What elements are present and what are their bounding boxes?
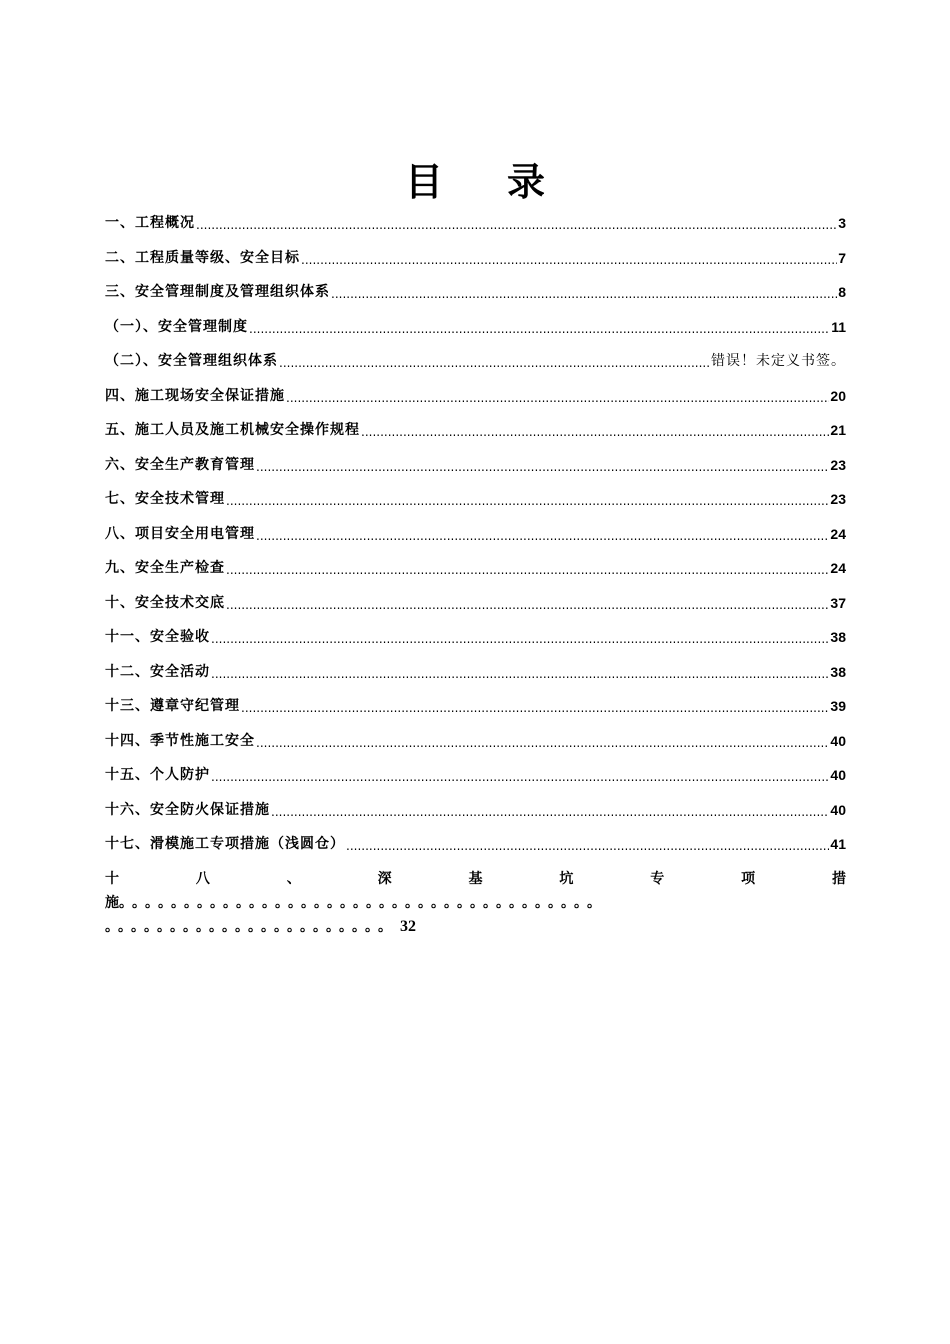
toc-entry-page-number: 23 [830, 456, 846, 473]
toc-entry[interactable] [105, 762, 846, 784]
toc-entry-label: 四、施工现场安全保证措施 [105, 387, 285, 404]
toc-entry-page-number: 错误！未定义书签。 [711, 353, 846, 369]
toc-entry-label: 九、安全生产检查 [105, 560, 225, 576]
toc-entry-18-page-number: 32 [400, 918, 416, 935]
toc-entry-page-number: 8 [838, 284, 846, 300]
toc-entry-page-number: 24 [830, 525, 846, 542]
toc-entry-page-number: 3 [838, 215, 846, 231]
toc-entry-page-number: 39 [830, 698, 846, 714]
toc-leader-dots [196, 214, 837, 232]
toc-entry-label: 十三、遵章守纪管理 [105, 698, 240, 714]
toc-leader-dots [249, 318, 830, 336]
toc-entry[interactable] [105, 521, 846, 543]
toc-entry-page-number: 23 [830, 491, 846, 507]
toc-entry-label: 二、工程质量等级、安全目标 [105, 249, 300, 266]
toc-entry-page-number: 38 [830, 629, 846, 645]
toc-entry-page-number: 40 [830, 767, 846, 783]
toc-leader-dots [226, 490, 829, 508]
toc-leader-dots [226, 594, 829, 612]
toc-entry-page-number: 40 [830, 732, 846, 749]
toc-entry[interactable] [105, 624, 846, 646]
toc-entry-18-char: 坑 [559, 871, 574, 887]
toc-entry[interactable] [105, 486, 846, 508]
toc-entry-18-char: 措 [832, 871, 846, 887]
toc-entry[interactable] [105, 314, 846, 336]
toc-entry-label: 七、安全技术管理 [105, 491, 225, 507]
toc-entry-label: 十一、安全验收 [105, 629, 210, 645]
toc-leader-dots [256, 456, 829, 474]
toc-entry[interactable] [105, 348, 846, 370]
toc-entry-18-prefix: 施 [105, 895, 119, 911]
toc-leader-dots [346, 835, 829, 853]
toc-leader-dots [331, 283, 837, 301]
toc-entry-18-char: 十 [105, 871, 119, 887]
toc-entry-18-char: 基 [468, 871, 483, 887]
toc-entry-label: 十四、季节性施工安全 [105, 732, 255, 749]
toc-entry-18-char: 专 [650, 871, 665, 887]
toc-entry-label: 三、安全管理制度及管理组织体系 [105, 284, 330, 300]
toc-entry-page-number: 40 [830, 801, 846, 818]
toc-entry[interactable] [105, 555, 846, 577]
title-char-2: 录 [507, 158, 546, 204]
toc-leader-dots [271, 801, 829, 819]
toc-entry-page-number: 24 [830, 560, 846, 576]
toc-leader-dots [301, 249, 837, 267]
toc-entry[interactable] [105, 417, 846, 439]
toc-entry-18-row2 [105, 888, 846, 912]
toc-entry[interactable] [105, 452, 846, 474]
toc-entry-18[interactable] [105, 866, 846, 936]
toc-entry[interactable] [105, 659, 846, 681]
toc-entry-label: 一、工程概况 [105, 215, 195, 231]
toc-entry-label: 六、安全生产教育管理 [105, 456, 255, 473]
toc-entry-label: 十二、安全活动 [105, 663, 210, 680]
toc-entry-page-number: 21 [830, 422, 846, 438]
toc-entry[interactable] [105, 245, 846, 267]
toc-leader-dots [226, 559, 829, 577]
toc-entry-18-char: 深 [377, 871, 392, 887]
toc-entry-page-number: 11 [831, 318, 846, 335]
toc-entry-18-char: 八 [195, 871, 210, 887]
toc-entry-18-leader: 。。。。。。。。。。。。。。。。。。。。。。。。。。。。。。。。。。。。。 [119, 895, 607, 911]
toc-leader-dots [256, 732, 829, 750]
toc-entry-label: 五、施工人员及施工机械安全操作规程 [105, 422, 360, 438]
toc-entry[interactable] [105, 831, 846, 853]
toc-entry-18-char: 、 [286, 871, 301, 887]
toc-entry-18-row3 [105, 912, 846, 936]
toc-leader-dots [279, 352, 710, 370]
toc-entry-18-title-row [105, 866, 846, 888]
toc-entry[interactable] [105, 279, 846, 301]
toc-entry-label: （二）、安全管理组织体系 [105, 353, 278, 369]
toc-entry-page-number: 37 [830, 594, 846, 611]
toc-entry-page-number: 38 [830, 663, 846, 680]
title-char-1: 目 [404, 158, 443, 204]
toc-entry[interactable] [105, 210, 846, 232]
toc-entry-label: 十五、个人防护 [105, 767, 210, 783]
toc-entry-page-number: 7 [838, 249, 846, 266]
toc-leader-dots [361, 421, 829, 439]
toc-entry[interactable] [105, 797, 846, 819]
toc-leader-dots [211, 663, 829, 681]
toc-entry-label: 十六、安全防火保证措施 [105, 801, 270, 818]
toc-leader-dots [241, 697, 829, 715]
toc-entry[interactable] [105, 693, 846, 715]
toc-leader-dots [286, 387, 829, 405]
toc-entry-18-char: 项 [741, 871, 756, 887]
toc-leader-dots [211, 766, 829, 784]
toc-entry-label: （一）、安全管理制度 [105, 318, 248, 335]
toc-entry-page-number: 20 [830, 387, 846, 404]
toc-entry-18-leader: 。。。。。。。。。。。。。。。。。。。。。。 [105, 919, 398, 935]
toc-entry-label: 八、项目安全用电管理 [105, 525, 255, 542]
toc-entry-page-number: 41 [830, 836, 846, 852]
toc-entry[interactable] [105, 728, 846, 750]
toc-leader-dots [256, 525, 829, 543]
toc-leader-dots [211, 628, 829, 646]
toc-entry[interactable] [105, 383, 846, 405]
toc-entry[interactable] [105, 590, 846, 612]
toc-entry-label: 十七、滑模施工专项措施（浅圆仓） [105, 836, 345, 852]
page-title [0, 150, 950, 206]
toc-entry-label: 十、安全技术交底 [105, 594, 225, 611]
